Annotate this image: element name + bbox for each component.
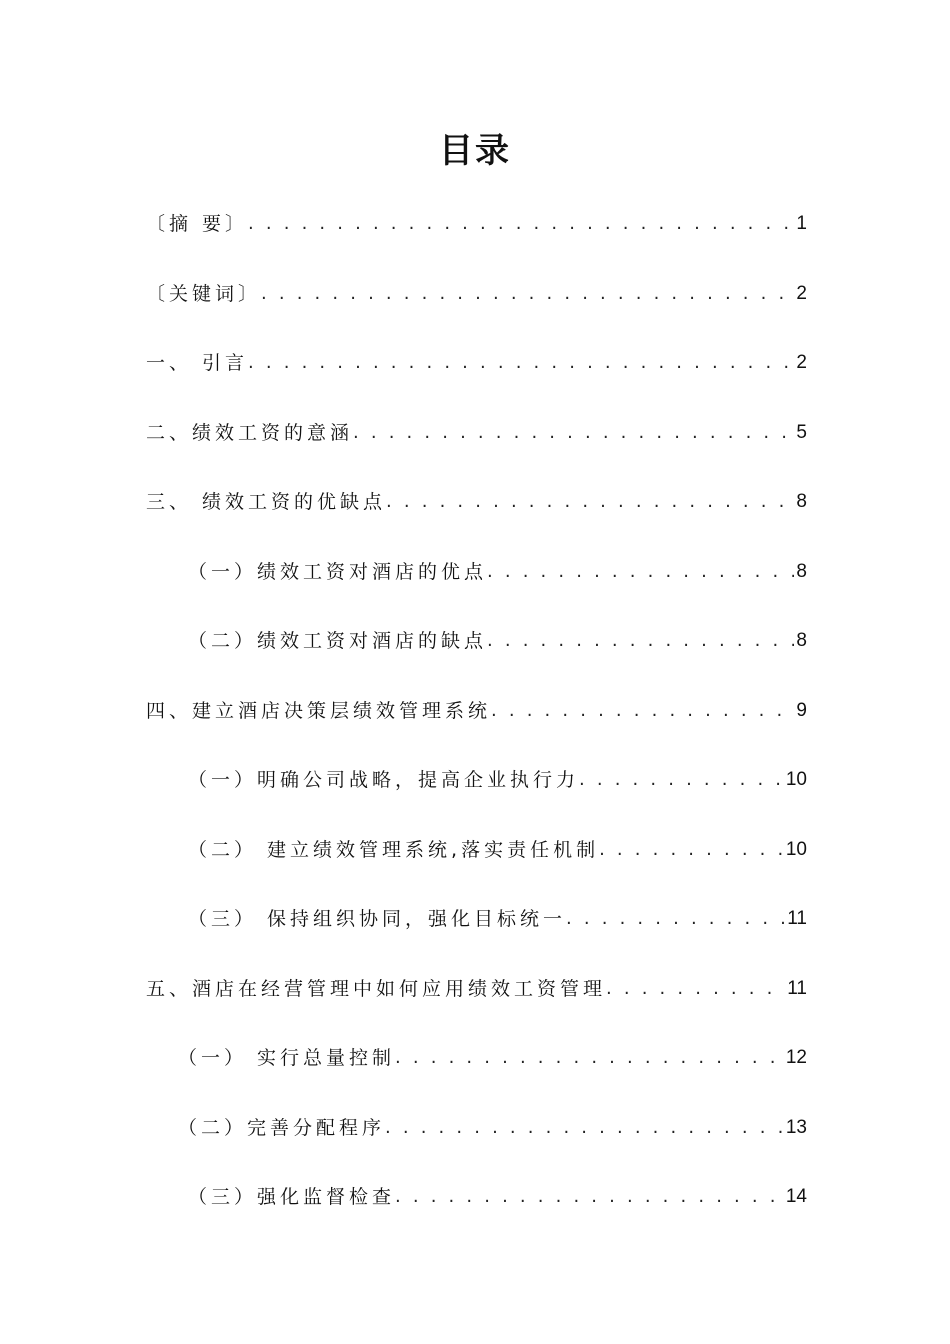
toc-entry-keywords[interactable] bbox=[146, 276, 807, 308]
dot-leader bbox=[385, 1114, 784, 1142]
toc-entry-section-3-2[interactable] bbox=[188, 623, 807, 655]
toc-entry-section-3-1[interactable] bbox=[188, 554, 807, 586]
dot-leader bbox=[261, 280, 794, 308]
dot-leader bbox=[579, 766, 784, 794]
toc-entry-page: 1 bbox=[796, 213, 807, 234]
toc-entry-page: 5 bbox=[796, 422, 807, 443]
toc-entry-page: 8 bbox=[796, 561, 807, 582]
toc-entry-section-3[interactable] bbox=[146, 484, 807, 516]
toc-entry-page: 14 bbox=[785, 1186, 807, 1207]
toc-entry-label: （一） 实行总量控制 bbox=[178, 1047, 396, 1069]
toc-entry-label: （二）绩效工资对酒店的缺点 bbox=[188, 630, 488, 652]
toc-entry-label: 二、绩效工资的意涵 bbox=[146, 422, 354, 444]
toc-entry-section-4-1[interactable] bbox=[188, 762, 807, 794]
toc-entry-label: （一）绩效工资对酒店的优点 bbox=[188, 561, 488, 583]
page-title: 目录 bbox=[439, 131, 511, 171]
toc-entry-page: 9 bbox=[796, 700, 807, 721]
dot-leader bbox=[248, 349, 794, 377]
toc-entry-abstract[interactable] bbox=[146, 206, 807, 238]
dot-leader bbox=[386, 488, 794, 516]
toc-entry-section-5-1[interactable] bbox=[178, 1040, 807, 1072]
dot-leader bbox=[395, 1183, 784, 1211]
toc-entry-section-4[interactable] bbox=[146, 693, 807, 725]
dot-leader bbox=[606, 975, 785, 1003]
dot-leader bbox=[248, 210, 794, 238]
toc-entry-page: 11 bbox=[787, 978, 807, 999]
toc-entry-label: 〔关键词〕 bbox=[146, 283, 262, 305]
toc-entry-label: （二）完善分配程序 bbox=[178, 1117, 386, 1139]
dot-leader bbox=[487, 558, 794, 586]
dot-leader bbox=[599, 836, 784, 864]
toc-entry-label: 五、酒店在经营管理中如何应用绩效工资管理 bbox=[146, 978, 607, 1000]
dot-leader bbox=[491, 697, 794, 725]
dot-leader bbox=[353, 419, 794, 447]
toc-entry-section-2[interactable] bbox=[146, 415, 807, 447]
dot-leader bbox=[395, 1044, 784, 1072]
toc-entry-label: 〔摘 要〕 bbox=[146, 213, 249, 235]
toc-entry-page: 8 bbox=[796, 491, 807, 512]
toc-entry-section-5-2[interactable] bbox=[178, 1110, 807, 1142]
toc-entry-page: 12 bbox=[785, 1047, 807, 1068]
toc-entry-section-5-3[interactable] bbox=[188, 1179, 807, 1211]
toc-entry-introduction[interactable] bbox=[146, 345, 807, 377]
toc-entry-page: 8 bbox=[796, 630, 807, 651]
toc-entry-label: （二） 建立绩效管理系统,落实责任机制 bbox=[188, 839, 600, 861]
toc-entry-page: 2 bbox=[796, 352, 807, 373]
toc-entry-section-5[interactable] bbox=[146, 971, 807, 1003]
toc-entry-label: 一、 引言 bbox=[146, 352, 249, 374]
toc-entry-label: （一）明确公司战略，提高企业执行力 bbox=[188, 769, 580, 791]
toc-entry-label: 三、 绩效工资的优缺点 bbox=[146, 491, 387, 513]
toc-entry-page: 11 bbox=[787, 908, 807, 929]
toc-entry-page: 2 bbox=[796, 283, 807, 304]
toc-entry-section-4-2[interactable] bbox=[188, 832, 807, 864]
dot-leader bbox=[487, 627, 794, 655]
toc-entry-page: 10 bbox=[785, 839, 807, 860]
toc-entry-label: （三） 保持组织协同，强化目标统一 bbox=[188, 908, 567, 930]
toc-entry-page: 10 bbox=[785, 769, 807, 790]
toc-entry-label: （三）强化监督检查 bbox=[188, 1186, 396, 1208]
toc-entry-page: 13 bbox=[785, 1117, 807, 1138]
toc-entry-label: 四、建立酒店决策层绩效管理系统 bbox=[146, 700, 492, 722]
dot-leader bbox=[566, 905, 785, 933]
toc-entry-section-4-3[interactable] bbox=[188, 901, 807, 933]
